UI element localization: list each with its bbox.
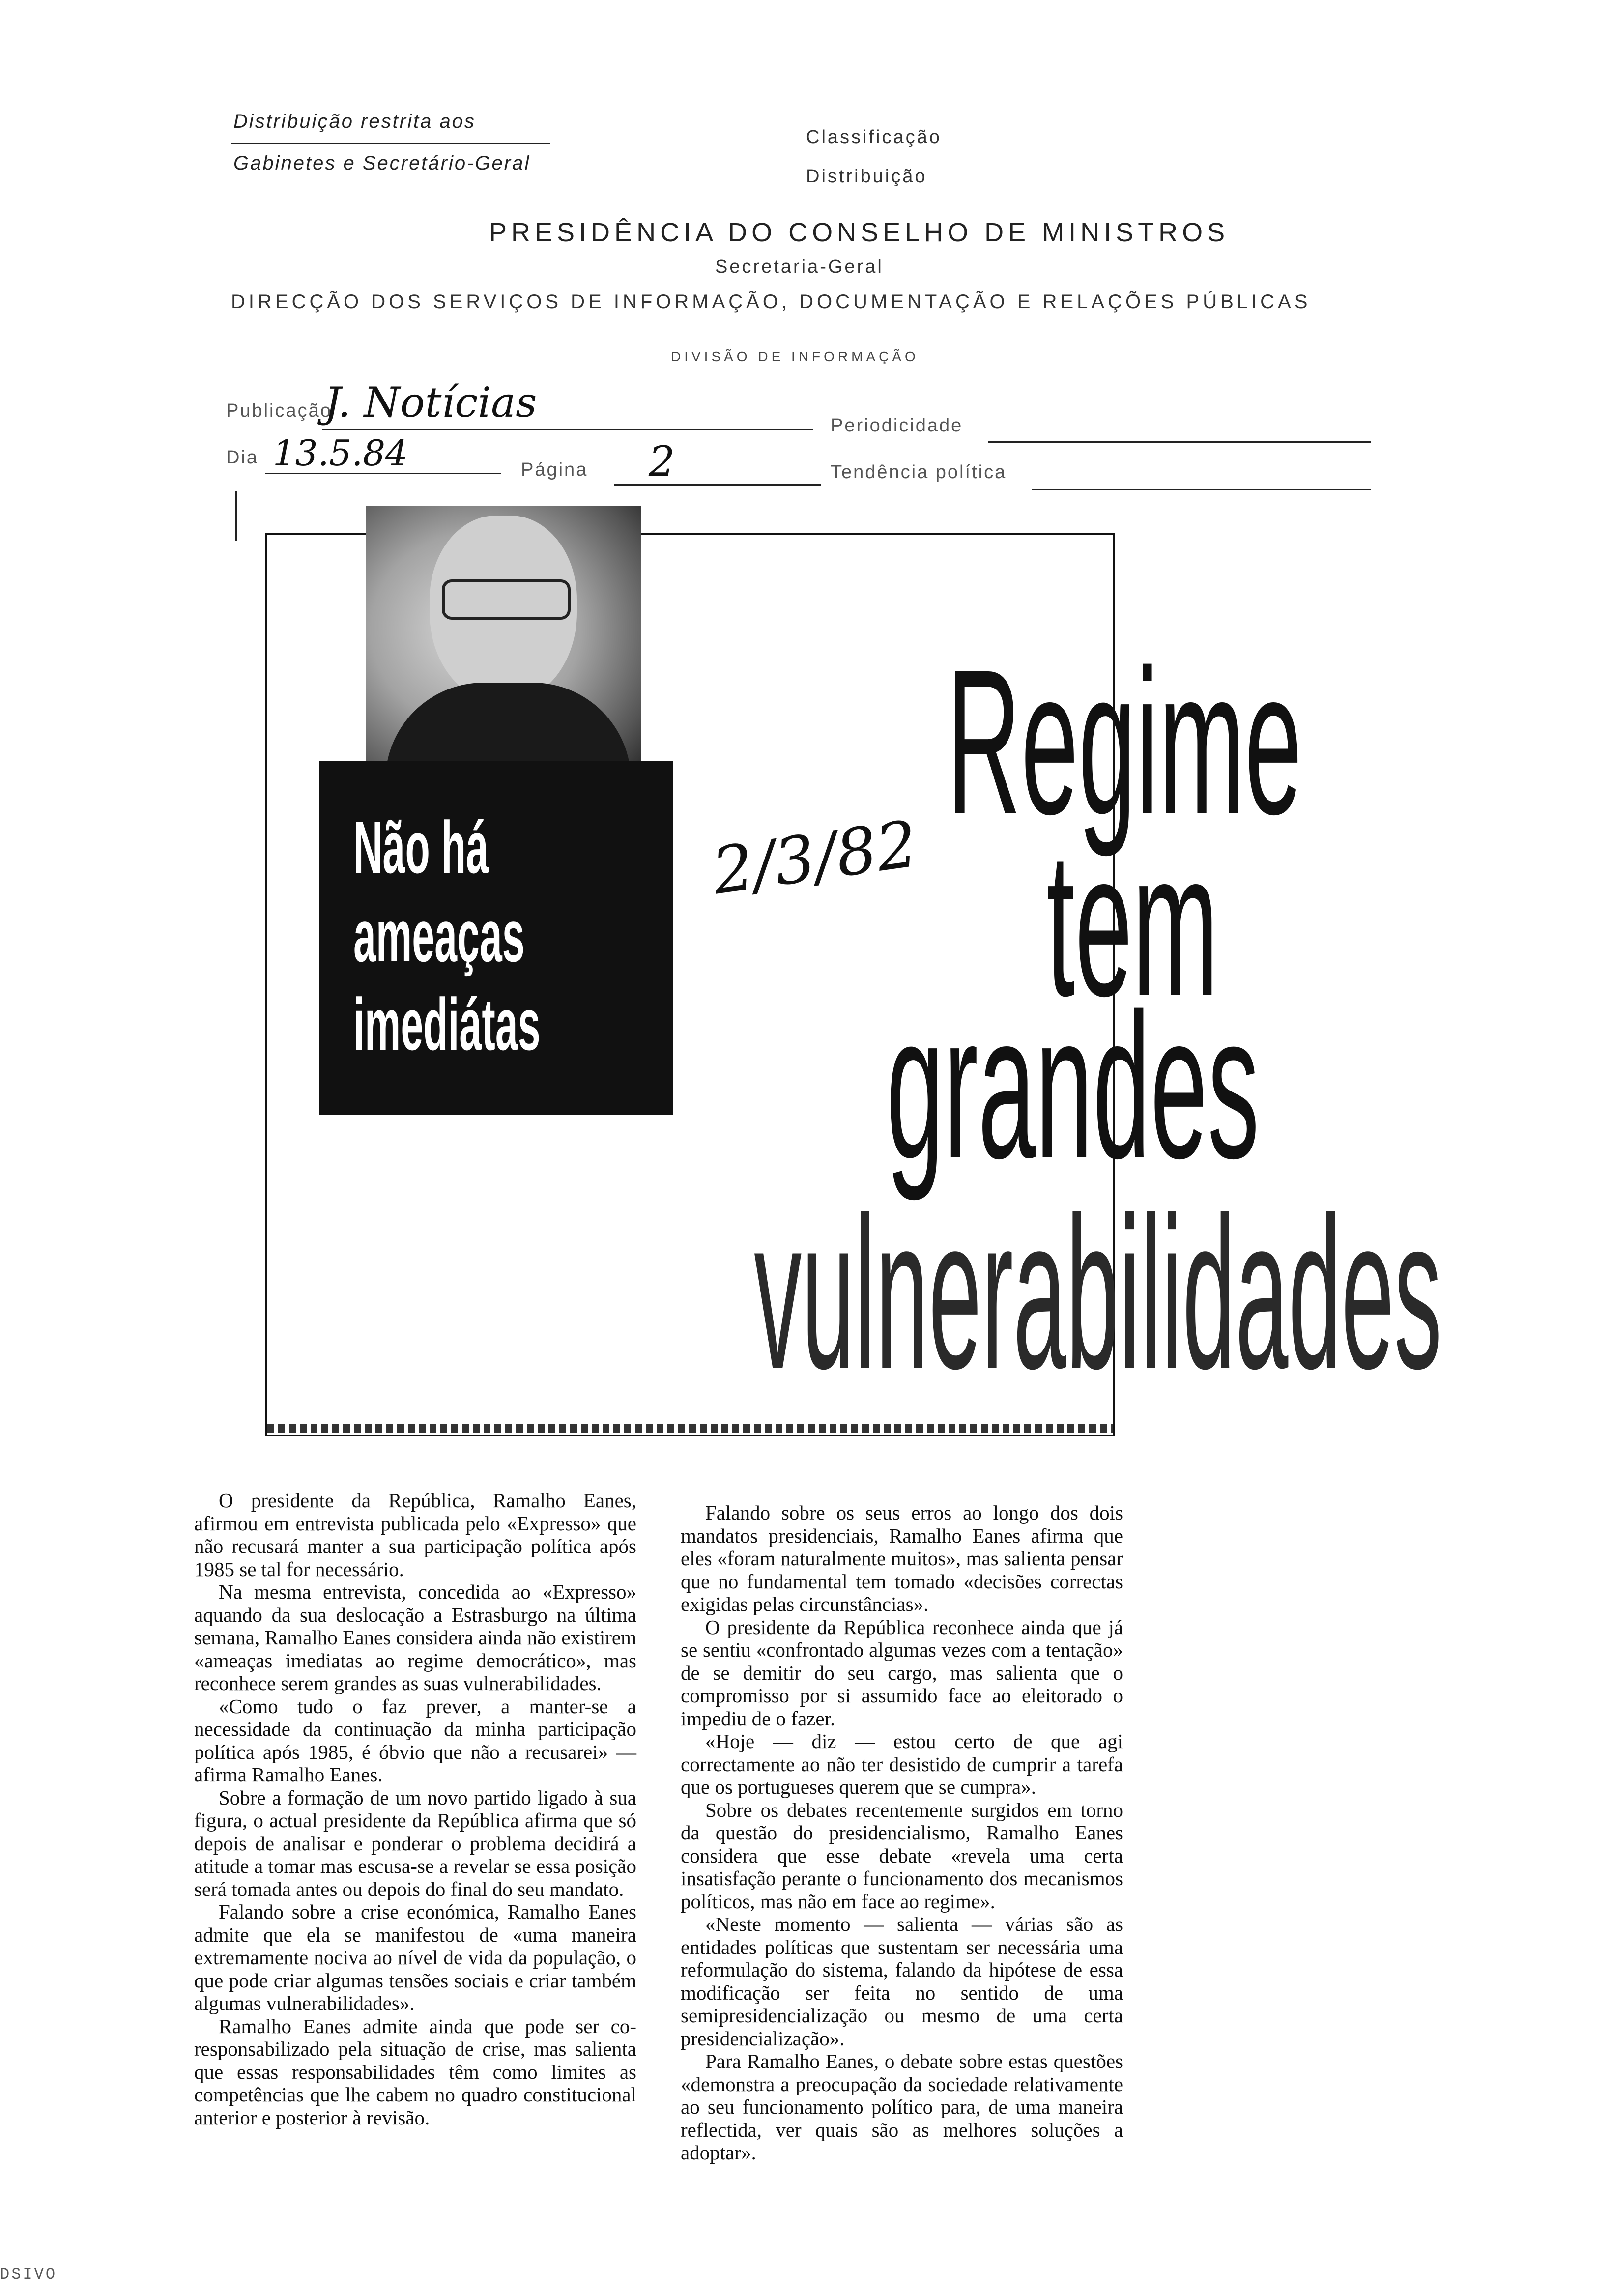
tendency-label: Tendência política <box>831 462 1007 483</box>
publication-rule <box>322 429 813 430</box>
article-column-2 <box>681 1501 1123 2164</box>
classification-label: Classificação <box>806 127 942 147</box>
distribution-note-line1: Distribuição restrita aos <box>233 111 476 132</box>
day-value: 13.5.84 <box>273 432 408 474</box>
headline-word-4: vulnerabilidades <box>754 1173 1442 1414</box>
subhead-line-1: Não há <box>353 806 489 889</box>
col2-paragraph: Falando sobre os seus erros ao longo dos dois mandatos presidenciais, Ramalho Eanes afirma que eles «foram naturalmente muitos», mas salienta pensar que no fundamental tem tomado «decisões correctas exigidas pelas circunstâncias». <box>681 1501 1123 1615</box>
margin-mark <box>235 491 237 541</box>
headline-word-2: tem <box>1046 809 1219 1039</box>
col1-paragraph: Sobre a formação de um novo partido ligado à sua figura, o actual presidente da República afirma que só depois de analisar e ponderar o problema decidirá a atitude a tomar mas escusa-se a revelar se essa posição será tomada antes ou depois do final do seu mandato. <box>194 1786 636 1900</box>
col1-paragraph: O presidente da República, Ramalho Eanes, afirmou em entrevista publicada pelo «Expresso» que não recusará manter a sua participação política após 1985 se tal for necessário. <box>194 1489 636 1580</box>
publication-label: Publicação <box>226 401 332 421</box>
bottom-band <box>267 1424 1113 1433</box>
col2-paragraph: «Neste momento — salienta — várias são as entidades políticas que sustentam ser necessária uma reformulação do sistema, falando da hipótese de essa modificação ser feita no sentido de uma semipresidencialização ou mesmo de uma certa presidencialização». <box>681 1913 1123 2050</box>
tendency-rule <box>1032 489 1371 490</box>
col2-paragraph: Para Ramalho Eanes, o debate sobre estas questões «demonstra a preocupação da sociedade relativamente ao seu funcionamento político para, de uma maneira reflectida, ver quais são as melhores soluções a adoptar». <box>681 2050 1123 2164</box>
day-label: Dia <box>226 447 259 468</box>
page-label: Página <box>521 459 588 480</box>
secretariat-label: Secretaria-Geral <box>715 257 884 277</box>
article-column-1 <box>194 1489 636 2129</box>
col2-paragraph: «Hoje — diz — estou certo de que agi correctamente ao não ter desistido de cumprir a tarefa que os portugueses querem que se cumpra». <box>681 1730 1123 1798</box>
newspaper-clipping <box>265 533 1442 1436</box>
division-label: DIVISÃO DE INFORMAÇÃO <box>671 349 919 364</box>
col1-paragraph: Na mesma entrevista, concedida ao «Expresso» aquando da sua deslocação a Estrasburgo na última semana, Ramalho Eanes considera ainda não existirem «ameaças imediatas ao regime democrático», mas reconhece serem grandes as suas vulnerabilidades. <box>194 1580 636 1694</box>
subhead-line-3: imediátas <box>353 983 541 1065</box>
subhead-box <box>319 761 673 1115</box>
periodicity-label: Periodicidade <box>831 415 963 436</box>
col2-paragraph: O presidente da República reconhece ainda que já se sentiu «confrontado algumas vezes com a tentação» de se demitir do seu cargo, mas salienta que o compromisso por si assumido face ao eleitorado o impediu de o fazer. <box>681 1615 1123 1730</box>
distribution-label: Distribuição <box>806 166 927 187</box>
col1-paragraph: «Como tudo o faz prever, a manter-se a necessidade da continuação da minha participação política após 1985, é óbvio que não a recusarei» — afirma Ramalho Eanes. <box>194 1694 636 1786</box>
col1-paragraph: Ramalho Eanes admite ainda que pode ser co-responsabilizado pela situação de crise, mas salienta que essas responsabilidades têm como limites as competências que lhe cabem no quadro constitucional anterior e posterior à revisão. <box>194 2014 636 2129</box>
headline-word-3: grandes <box>886 971 1260 1202</box>
headline-word-1: Regime <box>946 627 1302 858</box>
col2-paragraph: Sobre os debates recentemente surgidos em torno da questão do presidencialismo, Ramalho Eanes considera que esse debate «revela uma certa insatisfação perante o funcionamento dos mecanismos políticos, mas não em face ao regime». <box>681 1798 1123 1913</box>
department-title: DIRECÇÃO DOS SERVIÇOS DE INFORMAÇÃO, DOCUMENTAÇÃO E RELAÇÕES PÚBLICAS <box>231 291 1311 313</box>
day-rule <box>265 473 501 474</box>
portrait-photo <box>366 506 641 781</box>
corner-code: DSIVO <box>0 2266 58 2284</box>
publication-value: J. Notícias <box>324 378 537 427</box>
presidency-title: PRESIDÊNCIA DO CONSELHO DE MINISTROS <box>489 218 1230 247</box>
distribution-rule <box>231 143 550 144</box>
page-value: 2 <box>649 437 675 486</box>
col1-paragraph: Falando sobre a crise económica, Ramalho Eanes admite que ela se manifestou de «uma maneira extremamente nociva ao nível de vida da população, o que pode criar algumas tensões sociais e criar também algumas vulnerabilidades». <box>194 1900 636 2014</box>
periodicity-rule <box>988 441 1371 443</box>
page-rule <box>614 484 821 486</box>
distribution-note-line2: Gabinetes e Secretário-Geral <box>233 152 531 174</box>
handwritten-annotation: 2/3/82 <box>708 806 922 909</box>
subhead-line-2: ameaças <box>353 894 525 977</box>
